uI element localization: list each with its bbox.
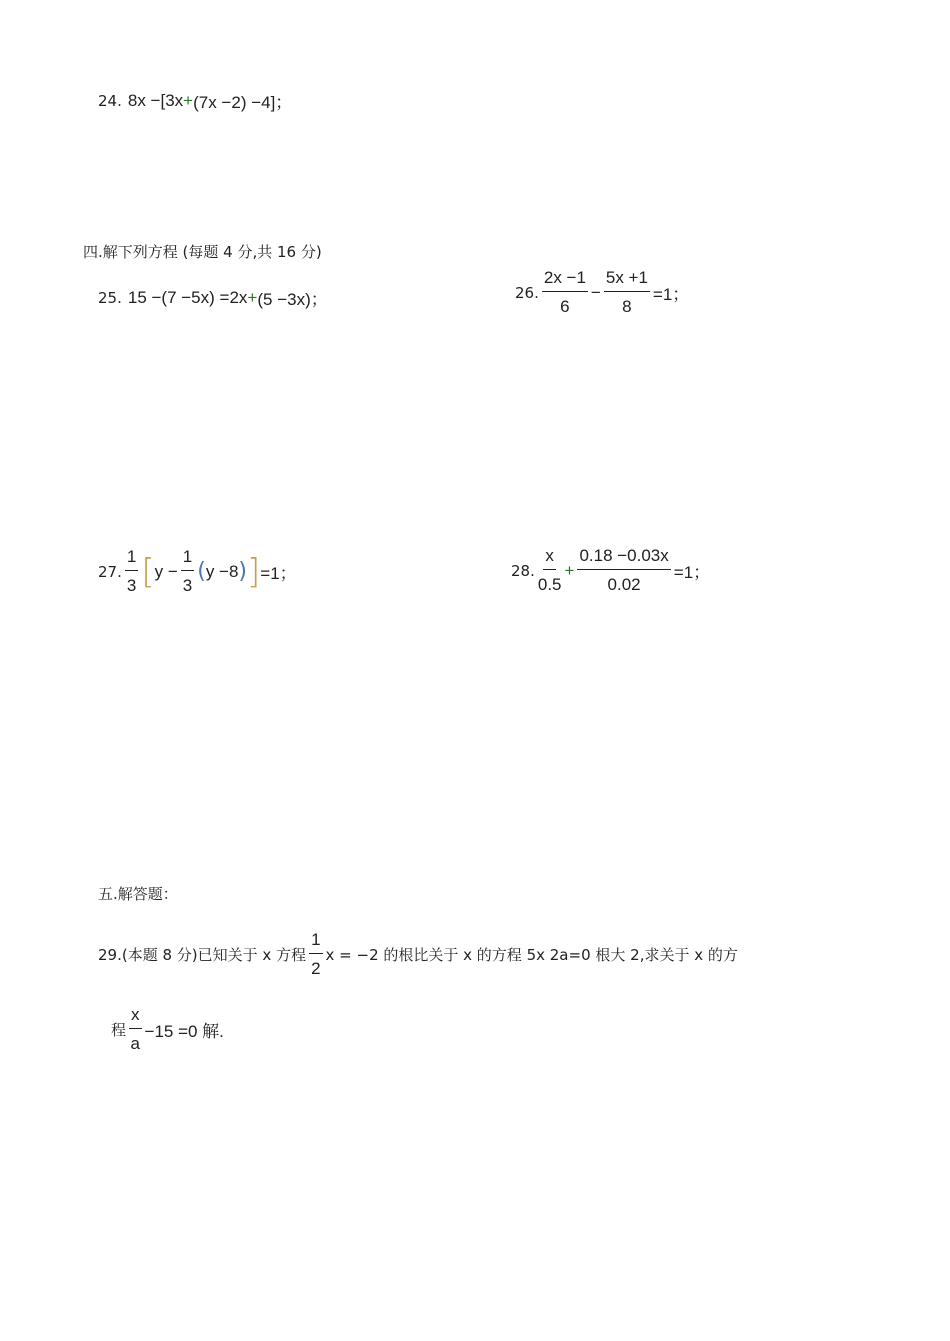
fraction-numerator: 0.18 −0.03x — [577, 546, 670, 570]
problem-28-number: 28. — [511, 561, 535, 580]
plus-sign: + — [183, 90, 194, 110]
fraction — [309, 930, 322, 979]
fraction-numerator: 1 — [309, 930, 322, 954]
problem-27 — [98, 547, 297, 596]
problem-29-line-2 — [111, 1005, 224, 1054]
fraction — [542, 268, 588, 317]
left-bracket-icon: [ — [141, 551, 155, 592]
problem-25 — [98, 285, 328, 310]
fraction — [604, 268, 650, 317]
fraction-numerator: 5x +1 — [604, 268, 650, 292]
problem-29-text-c: 程 — [111, 1021, 127, 1039]
left-paren-icon: ( — [197, 559, 206, 584]
problem-24 — [98, 88, 292, 113]
fraction-denominator: 3 — [182, 576, 193, 595]
problem-24-expr-a: 8x −[3x — [127, 90, 184, 110]
fraction-denominator: a — [130, 1034, 140, 1053]
fraction-numerator: x — [543, 546, 556, 570]
equation-rhs: =1； — [673, 563, 711, 582]
fraction-denominator: 6 — [560, 297, 570, 316]
equation-rhs: =1； — [260, 564, 297, 583]
problem-26 — [515, 268, 689, 317]
plus-sign: + — [247, 287, 258, 307]
fraction-numerator: 2x −1 — [542, 268, 588, 292]
fraction-numerator: x — [129, 1005, 142, 1029]
problem-25-expr-b: (5 −3x)； — [257, 290, 328, 309]
plus-sign: + — [564, 560, 575, 580]
minus-sign: − — [590, 282, 601, 302]
problem-25-number: 25. — [98, 288, 122, 307]
problem-29-text-a: 29.(本题 8 分)已知关于 x 方程 — [98, 946, 307, 964]
problem-24-number: 24. — [98, 91, 122, 110]
fraction-denominator: 8 — [622, 297, 632, 316]
problem-27-expr-y: y − — [154, 561, 178, 581]
fraction — [125, 547, 138, 596]
problem-26-number: 26. — [515, 283, 539, 302]
fraction-denominator: 0.5 — [537, 575, 562, 594]
fraction-denominator: 2 — [311, 959, 321, 978]
section-4-heading: 四.解下列方程 (每题 4 分,共 16 分) — [83, 243, 322, 261]
section-5-heading: 五.解答题： — [98, 885, 178, 903]
fraction-numerator: 1 — [125, 547, 138, 571]
problem-27-inner: y −8 — [205, 561, 239, 581]
fraction-denominator: 3 — [126, 576, 137, 595]
fraction — [538, 546, 562, 595]
right-paren-icon: ) — [238, 559, 248, 584]
problem-24-expr-b: (7x −2) −4]； — [193, 93, 293, 112]
fraction — [129, 1005, 142, 1054]
fraction — [181, 547, 194, 596]
right-bracket-icon: ] — [247, 551, 261, 592]
problem-29-line-1 — [98, 930, 738, 979]
fraction-denominator: 0.02 — [607, 575, 641, 594]
problem-27-number: 27. — [98, 562, 122, 581]
problem-29-text-d: −15 =0 解. — [144, 1022, 224, 1041]
problem-28 — [511, 546, 710, 595]
problem-29-text-b: x = −2 的根比关于 x 的方程 5x 2a=0 根大 2,求关于 x 的方 — [325, 946, 738, 964]
equation-rhs: =1； — [652, 285, 690, 304]
problem-25-expr-a: 15 −(7 −5x) =2x — [127, 287, 248, 307]
fraction-numerator: 1 — [181, 547, 194, 571]
fraction — [577, 546, 670, 595]
